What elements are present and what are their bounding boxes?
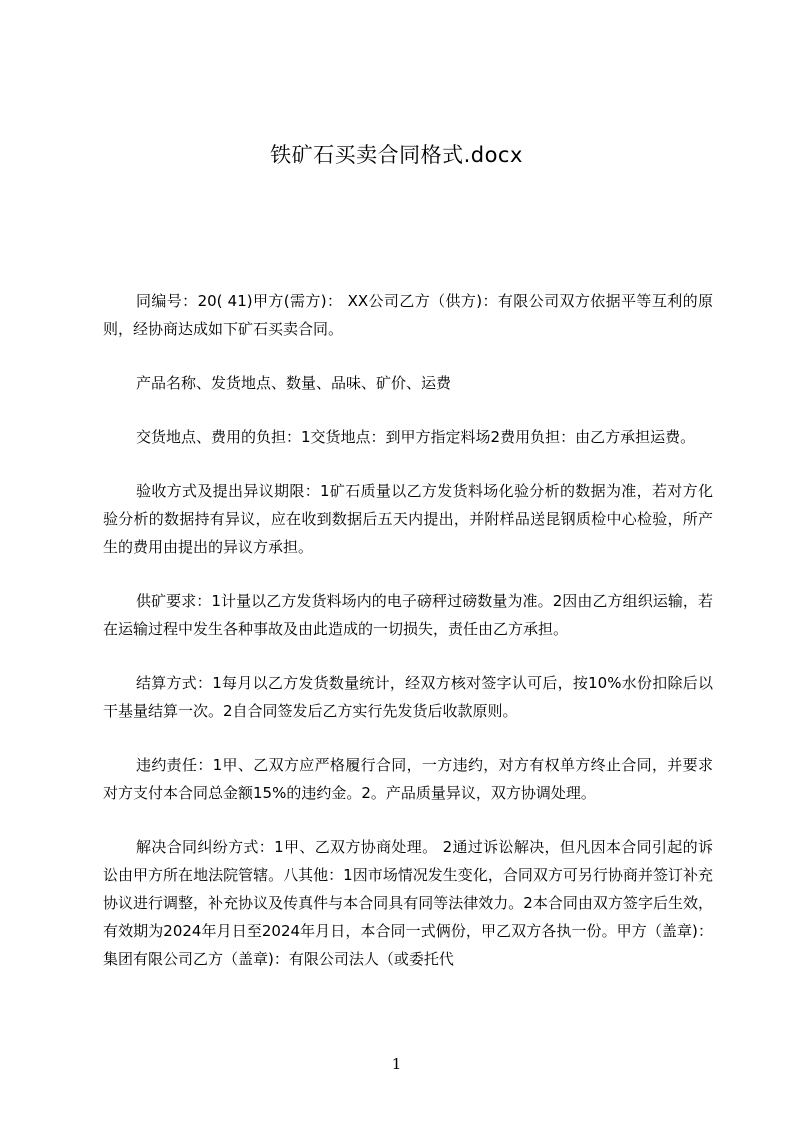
paragraph-contract-header: 同编号：20( 41)甲方(需方)： XX公司乙方（供方)：有限公司双方依据平等互利的原则，经协商达成如下矿石买卖合同。 — [103, 292, 713, 338]
paragraph-product-info: 产品名称、发货地点、数量、品味、矿价、运费 — [136, 374, 452, 392]
paragraph-delivery-cost: 交货地点、费用的负担：1交货地点：到甲方指定料场2费用负担：由乙方承担运费。 — [136, 428, 696, 446]
paragraph-liability: 违约责任：1甲、乙双方应严格履行合同，一方违约，对方有权单方终止合同，并要求对方支付本合同总金额15%的违约金。2。产品质量异议，双方协调处理。 — [103, 756, 713, 802]
paragraph-settlement: 结算方式：1每月以乙方发货数量统计，经双方核对签字认可后，按10%水份扣除后以干基量结算一次。2自合同签发后乙方实行先发货后收款原则。 — [103, 674, 713, 720]
paragraph-acceptance: 验收方式及提出异议期限：1矿石质量以乙方发货料场化验分析的数据为准，若对方化验分析的数据持有异议，应在收到数据后五天内提出，并附样品送昆钢质检中心检验，所产生的费用由提出的异议方承担。 — [103, 482, 713, 556]
page-number: 1 — [391, 1055, 402, 1073]
document-body — [103, 287, 713, 999]
paragraph-dispute-resolution: 解决合同纠纷方式：1甲、乙双方协商处理。 2通过诉讼解决，但凡因本合同引起的诉讼由甲方所在地法院管辖。八其他：1因市场情况发生变化，合同双方可另行协商并签订补充协议进行调整，补充协议及传真件与本合同具有同等法律效力。2本合同由双方签字后生效，有效期为2024年月日至2024年月日，本合同一式俩份，甲乙双方各执一份。甲方（盖章)：集团有限公司乙方（盖章)：有限公司法人（或委托代 — [103, 838, 713, 968]
document-title: 铁矿石买卖合同格式.docx — [270, 143, 523, 167]
paragraph-supply-requirements: 供矿要求：1计量以乙方发货料场内的电子磅秤过磅数量为准。2因由乙方组织运输，若在运输过程中发生各种事故及由此造成的一切损失，责任由乙方承担。 — [103, 592, 713, 638]
